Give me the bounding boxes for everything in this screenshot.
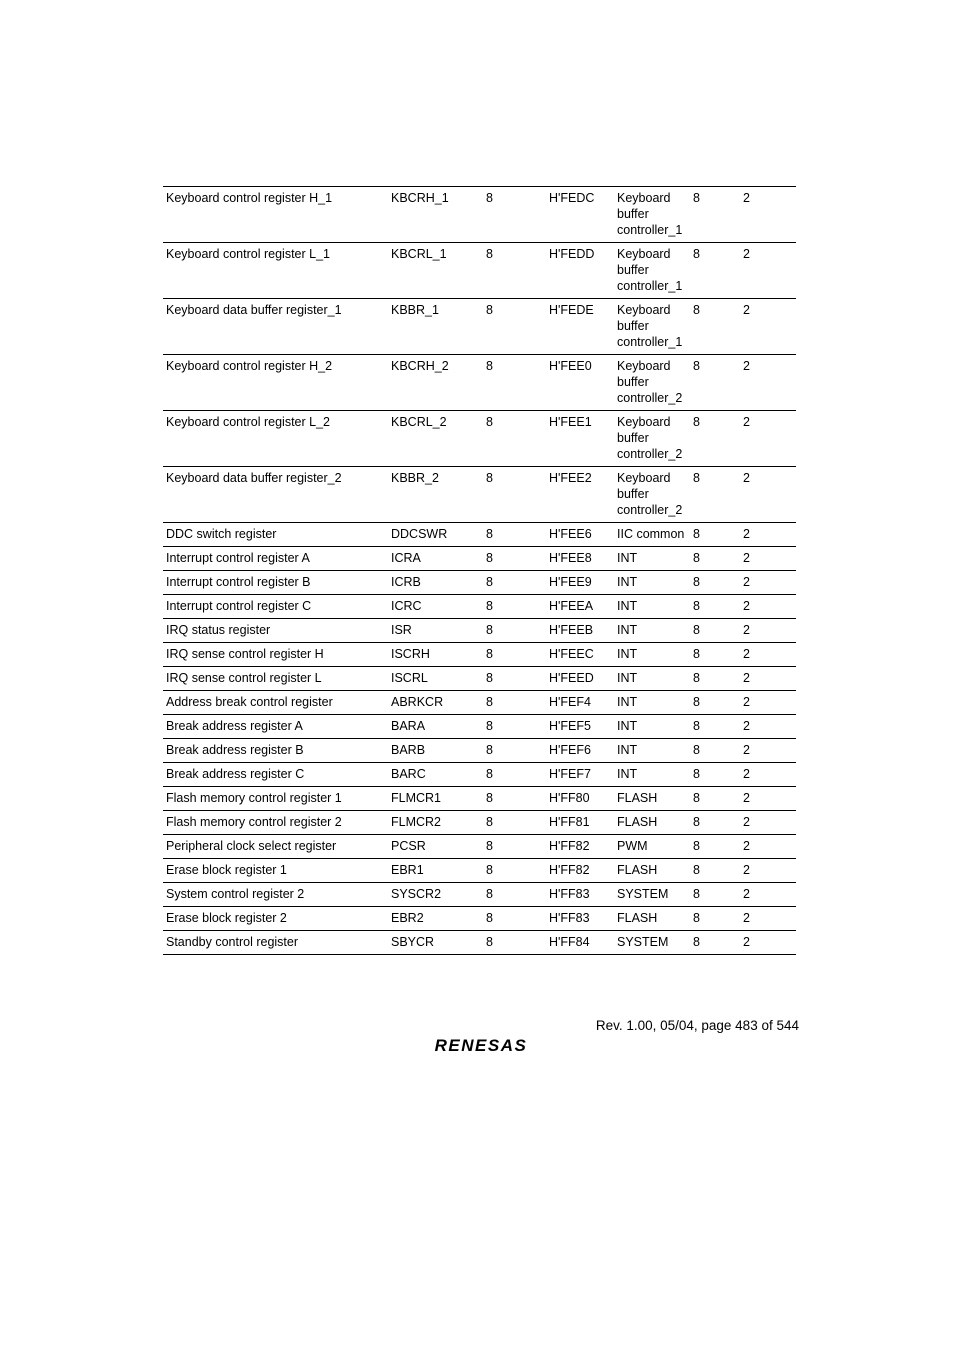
cell-states: 2	[740, 811, 796, 835]
module-line: buffer	[617, 431, 649, 445]
cell-abbr: KBCRH_2	[388, 355, 483, 411]
cell-bits: 8	[483, 811, 546, 835]
cell-name: Erase block register 1	[163, 859, 388, 883]
module-line: FLASH	[617, 791, 658, 805]
renesas-logo-text: RENESAS	[434, 1036, 528, 1055]
module-line: INT	[617, 695, 638, 709]
cell-width: 8	[690, 811, 740, 835]
renesas-logo	[420, 1034, 542, 1056]
cell-width: 8	[690, 787, 740, 811]
cell-bits: 8	[483, 739, 546, 763]
register-table-body	[163, 187, 796, 955]
cell-address: H'FEE1	[546, 411, 614, 467]
cell-states: 2	[740, 835, 796, 859]
cell-states: 2	[740, 595, 796, 619]
cell-width: 8	[690, 835, 740, 859]
cell-width: 8	[690, 547, 740, 571]
cell-bits: 8	[483, 523, 546, 547]
module-line: INT	[617, 719, 638, 733]
cell-width: 8	[690, 859, 740, 883]
module-line: controller_2	[617, 447, 683, 461]
cell-abbr: EBR1	[388, 859, 483, 883]
cell-name: Break address register B	[163, 739, 388, 763]
cell-name: Keyboard control register L_1	[163, 243, 388, 299]
cell-states: 2	[740, 715, 796, 739]
cell-module	[614, 571, 690, 595]
module-line: INT	[617, 551, 638, 565]
table-row	[163, 811, 796, 835]
cell-width: 8	[690, 883, 740, 907]
cell-width: 8	[690, 931, 740, 955]
cell-states: 2	[740, 523, 796, 547]
module-line: controller_1	[617, 223, 683, 237]
cell-states: 2	[740, 547, 796, 571]
cell-width: 8	[690, 715, 740, 739]
cell-states: 2	[740, 787, 796, 811]
cell-abbr: SYSCR2	[388, 883, 483, 907]
module-line: IIC common	[617, 527, 685, 541]
table-row	[163, 715, 796, 739]
cell-bits: 8	[483, 619, 546, 643]
table-row	[163, 619, 796, 643]
cell-states: 2	[740, 243, 796, 299]
cell-bits: 8	[483, 187, 546, 243]
cell-address: H'FEDC	[546, 187, 614, 243]
cell-name: Keyboard data buffer register_2	[163, 467, 388, 523]
cell-name: Break address register A	[163, 715, 388, 739]
cell-states: 2	[740, 763, 796, 787]
module-line: FLASH	[617, 815, 658, 829]
cell-module	[614, 467, 690, 523]
cell-width: 8	[690, 523, 740, 547]
cell-module	[614, 691, 690, 715]
cell-module	[614, 787, 690, 811]
cell-abbr: FLMCR1	[388, 787, 483, 811]
cell-module	[614, 859, 690, 883]
table-row	[163, 691, 796, 715]
module-line: Keyboard	[617, 359, 671, 373]
page-footer: Rev. 1.00, 05/04, page 483 of 544	[595, 1018, 799, 1033]
cell-module	[614, 715, 690, 739]
module-line: INT	[617, 767, 638, 781]
cell-module	[614, 355, 690, 411]
cell-bits: 8	[483, 467, 546, 523]
cell-states: 2	[740, 667, 796, 691]
cell-module	[614, 931, 690, 955]
cell-address: H'FEF7	[546, 763, 614, 787]
cell-width: 8	[690, 243, 740, 299]
cell-states: 2	[740, 931, 796, 955]
module-line: controller_1	[617, 335, 683, 349]
cell-bits: 8	[483, 691, 546, 715]
cell-address: H'FEDE	[546, 299, 614, 355]
cell-states: 2	[740, 619, 796, 643]
cell-name: Interrupt control register B	[163, 571, 388, 595]
cell-module	[614, 883, 690, 907]
cell-name: Interrupt control register C	[163, 595, 388, 619]
cell-width: 8	[690, 571, 740, 595]
cell-bits: 8	[483, 715, 546, 739]
cell-bits: 8	[483, 411, 546, 467]
cell-name: IRQ sense control register L	[163, 667, 388, 691]
cell-states: 2	[740, 187, 796, 243]
cell-width: 8	[690, 619, 740, 643]
cell-abbr: ISR	[388, 619, 483, 643]
cell-abbr: ISCRL	[388, 667, 483, 691]
cell-module	[614, 667, 690, 691]
cell-states: 2	[740, 883, 796, 907]
cell-address: H'FEF6	[546, 739, 614, 763]
cell-abbr: ICRC	[388, 595, 483, 619]
cell-width: 8	[690, 467, 740, 523]
cell-name: IRQ status register	[163, 619, 388, 643]
cell-states: 2	[740, 859, 796, 883]
table-row	[163, 187, 796, 243]
cell-width: 8	[690, 763, 740, 787]
cell-width: 8	[690, 667, 740, 691]
cell-abbr: ICRB	[388, 571, 483, 595]
module-line: controller_2	[617, 503, 683, 517]
cell-bits: 8	[483, 355, 546, 411]
cell-module	[614, 523, 690, 547]
cell-abbr: SBYCR	[388, 931, 483, 955]
cell-module	[614, 243, 690, 299]
cell-address: H'FF82	[546, 859, 614, 883]
cell-bits: 8	[483, 243, 546, 299]
table-row	[163, 243, 796, 299]
cell-address: H'FF82	[546, 835, 614, 859]
cell-name: DDC switch register	[163, 523, 388, 547]
module-line: INT	[617, 743, 638, 757]
cell-name: Erase block register 2	[163, 907, 388, 931]
cell-bits: 8	[483, 787, 546, 811]
module-line: PWM	[617, 839, 648, 853]
cell-module	[614, 763, 690, 787]
table-row	[163, 355, 796, 411]
table-row	[163, 787, 796, 811]
module-line: buffer	[617, 487, 649, 501]
module-line: buffer	[617, 263, 649, 277]
cell-name: Peripheral clock select register	[163, 835, 388, 859]
cell-name: Flash memory control register 2	[163, 811, 388, 835]
cell-name: Keyboard data buffer register_1	[163, 299, 388, 355]
cell-address: H'FEF5	[546, 715, 614, 739]
cell-address: H'FEE2	[546, 467, 614, 523]
cell-address: H'FEF4	[546, 691, 614, 715]
cell-address: H'FEE9	[546, 571, 614, 595]
cell-width: 8	[690, 355, 740, 411]
cell-width: 8	[690, 595, 740, 619]
cell-address: H'FF84	[546, 931, 614, 955]
module-line: buffer	[617, 375, 649, 389]
cell-states: 2	[740, 571, 796, 595]
cell-width: 8	[690, 907, 740, 931]
cell-name: Standby control register	[163, 931, 388, 955]
cell-abbr: EBR2	[388, 907, 483, 931]
table-row	[163, 547, 796, 571]
cell-abbr: KBCRH_1	[388, 187, 483, 243]
cell-module	[614, 547, 690, 571]
table-row	[163, 595, 796, 619]
table-row	[163, 643, 796, 667]
table-row	[163, 763, 796, 787]
table-row	[163, 835, 796, 859]
cell-address: H'FEDD	[546, 243, 614, 299]
table-row	[163, 299, 796, 355]
cell-module	[614, 811, 690, 835]
cell-address: H'FF83	[546, 883, 614, 907]
cell-bits: 8	[483, 931, 546, 955]
cell-name: Flash memory control register 1	[163, 787, 388, 811]
cell-states: 2	[740, 739, 796, 763]
cell-width: 8	[690, 691, 740, 715]
cell-address: H'FEEC	[546, 643, 614, 667]
cell-abbr: ISCRH	[388, 643, 483, 667]
table-row	[163, 883, 796, 907]
module-line: controller_1	[617, 279, 683, 293]
cell-bits: 8	[483, 883, 546, 907]
cell-abbr: ICRA	[388, 547, 483, 571]
cell-states: 2	[740, 299, 796, 355]
cell-abbr: BARB	[388, 739, 483, 763]
table-row	[163, 667, 796, 691]
module-line: INT	[617, 647, 638, 661]
module-line: INT	[617, 575, 638, 589]
cell-abbr: DDCSWR	[388, 523, 483, 547]
module-line: Keyboard	[617, 247, 671, 261]
cell-states: 2	[740, 643, 796, 667]
table-row	[163, 467, 796, 523]
module-line: INT	[617, 599, 638, 613]
cell-address: H'FF83	[546, 907, 614, 931]
module-line: controller_2	[617, 391, 683, 405]
cell-abbr: BARA	[388, 715, 483, 739]
cell-address: H'FEEB	[546, 619, 614, 643]
cell-module	[614, 835, 690, 859]
cell-name: Address break control register	[163, 691, 388, 715]
cell-address: H'FEE6	[546, 523, 614, 547]
cell-address: H'FEEA	[546, 595, 614, 619]
cell-states: 2	[740, 691, 796, 715]
module-line: SYSTEM	[617, 935, 669, 949]
module-line: Keyboard	[617, 471, 671, 485]
cell-bits: 8	[483, 571, 546, 595]
cell-module	[614, 643, 690, 667]
cell-width: 8	[690, 739, 740, 763]
module-line: buffer	[617, 207, 649, 221]
cell-abbr: PCSR	[388, 835, 483, 859]
cell-width: 8	[690, 643, 740, 667]
cell-states: 2	[740, 467, 796, 523]
cell-name: Keyboard control register H_2	[163, 355, 388, 411]
cell-abbr: KBCRL_1	[388, 243, 483, 299]
cell-bits: 8	[483, 299, 546, 355]
cell-module	[614, 187, 690, 243]
cell-address: H'FEED	[546, 667, 614, 691]
cell-width: 8	[690, 187, 740, 243]
cell-module	[614, 619, 690, 643]
cell-bits: 8	[483, 643, 546, 667]
cell-bits: 8	[483, 547, 546, 571]
cell-abbr: FLMCR2	[388, 811, 483, 835]
module-line: Keyboard	[617, 415, 671, 429]
module-line: Keyboard	[617, 191, 671, 205]
table-row	[163, 931, 796, 955]
cell-abbr: KBCRL_2	[388, 411, 483, 467]
cell-name: Break address register C	[163, 763, 388, 787]
cell-name: Interrupt control register A	[163, 547, 388, 571]
cell-module	[614, 411, 690, 467]
cell-bits: 8	[483, 595, 546, 619]
cell-module	[614, 739, 690, 763]
table-row	[163, 739, 796, 763]
cell-abbr: KBBR_1	[388, 299, 483, 355]
cell-name: Keyboard control register H_1	[163, 187, 388, 243]
cell-name: Keyboard control register L_2	[163, 411, 388, 467]
cell-states: 2	[740, 411, 796, 467]
cell-bits: 8	[483, 859, 546, 883]
cell-address: H'FEE0	[546, 355, 614, 411]
table-row	[163, 523, 796, 547]
module-line: SYSTEM	[617, 887, 669, 901]
cell-module	[614, 595, 690, 619]
table-row	[163, 859, 796, 883]
cell-module	[614, 299, 690, 355]
cell-states: 2	[740, 907, 796, 931]
module-line: INT	[617, 623, 638, 637]
table-row	[163, 907, 796, 931]
cell-bits: 8	[483, 667, 546, 691]
cell-width: 8	[690, 411, 740, 467]
module-line: Keyboard	[617, 303, 671, 317]
cell-bits: 8	[483, 835, 546, 859]
cell-module	[614, 907, 690, 931]
module-line: FLASH	[617, 911, 658, 925]
cell-abbr: KBBR_2	[388, 467, 483, 523]
cell-bits: 8	[483, 907, 546, 931]
cell-bits: 8	[483, 763, 546, 787]
cell-abbr: BARC	[388, 763, 483, 787]
cell-abbr: ABRKCR	[388, 691, 483, 715]
table-row	[163, 411, 796, 467]
module-line: FLASH	[617, 863, 658, 877]
cell-address: H'FF81	[546, 811, 614, 835]
cell-address: H'FEE8	[546, 547, 614, 571]
cell-address: H'FF80	[546, 787, 614, 811]
module-line: buffer	[617, 319, 649, 333]
register-table	[163, 186, 796, 955]
cell-name: IRQ sense control register H	[163, 643, 388, 667]
module-line: INT	[617, 671, 638, 685]
table-row	[163, 571, 796, 595]
cell-name: System control register 2	[163, 883, 388, 907]
cell-states: 2	[740, 355, 796, 411]
cell-width: 8	[690, 299, 740, 355]
